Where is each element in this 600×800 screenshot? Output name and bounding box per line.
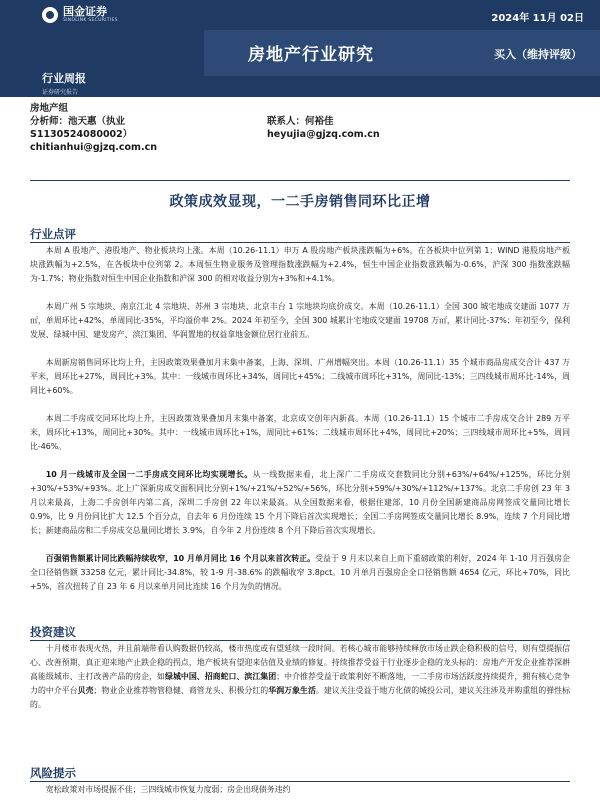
report-type: 行业周报 (42, 72, 86, 85)
header-divider (30, 180, 570, 181)
report-date: 2024年 11月 02日 (491, 13, 584, 24)
section-divider (30, 781, 570, 782)
report-header (0, 0, 600, 97)
advice-text-4: 。建议关注受益于地方化债的城投公司，建议关注涉及并购重组的弹性标的。 (30, 685, 570, 709)
analyst-email[interactable]: chitianhui@gjzq.com.cn (30, 142, 157, 153)
title-box (204, 30, 600, 76)
paragraph-new-home: 本周新房销售同环比均上升，主因政策效果叠加月末集中备案，上海、深圳、广州增幅突出。本周（10.26-11.1）35 个城市商品房成交合计 437 万平米，周环比+27%，周同比+3%。其中：一线城市周环比+34%，周同比+45%；二线城市周环比+31%，周同比-13%；三四线城市周环比-14%，周同比+60%。 (30, 358, 570, 395)
analyst-license: S1130524080002） (30, 129, 133, 140)
section-divider (30, 640, 570, 641)
advice-stocks-2: 贝壳 (77, 685, 94, 695)
team-name: 房地产组 (30, 103, 69, 114)
paragraph-top100 (30, 552, 570, 594)
paragraph-top100-lead: 百强销售额累计同比跌幅持续收窄，10 月单月同比 16 个月以来首次转正。 (45, 554, 316, 563)
contact-email[interactable]: heyujia@gjzq.com.cn (267, 129, 380, 140)
advice-stocks-1: 绿城中国、招商蛇口、滨江集团 (165, 671, 277, 681)
advice-text-3: ；物业企业推荐物管稳健、商管龙头、积极分红的 (93, 685, 269, 695)
advice-text-1: 十月楼市表现火热，并且前端带看认购数据仍较高，楼市热度或有望延续一段时间。若核心城市能够持续释放市场止跌企稳积极的信号，则有望提振信心、改善预期，真正迎来地产止跌企稳的拐点，地产板块有望迎来估值及业绩的修复。持续推荐受益于行业逐步企稳的龙头标的：房地产开发企业推荐深耕高能级城市、主打改善产品的房企，如 (30, 644, 570, 681)
logo-en-text: SINOLINK SECURITIES (63, 18, 118, 23)
report-title: 房地产行业研究 (248, 45, 374, 65)
advice-stocks-3: 华润万象生活 (268, 685, 316, 695)
paragraph-risk: 宽松政策对市场提振不佳；三四线城市恢复力度弱；房企出现债务违约 (45, 785, 291, 794)
rating-label: 买入（维持评级） (494, 48, 582, 61)
report-subtype: 证券研究报告 (42, 89, 79, 96)
paragraph-market: 本周 A 股地产、港股地产、物业板块均上涨。本周（10.26-11.1）申万 A 股房地产板块涨跌幅为+6%，在各板块中位列第 1；WIND 港股房地产板块涨跌幅为+2.5%，在各板块中位列第 2。本周恒生物业服务及管理指数涨跌幅为+2.4%，恒生中国企业指数涨跌幅为-0.6%，沪深 300 指数涨跌幅为-1.7%；物业指数对恒生中国企业指数和沪深 300 的相对收益分别为+3%和+4.1%。 (30, 246, 570, 283)
section-divider (30, 242, 570, 243)
section-risk-heading: 风险提示 (30, 766, 76, 780)
paragraph-october-lead: 10 月一线城市及全国一二手房成交同环比均实现增长。 (45, 470, 253, 479)
advice-text-2: ；中介推荐受益于政策利好不断落地，一二手房市场活跃度持续提升，拥有核心竞争力的中介平台 (30, 671, 570, 695)
section-review-heading: 行业点评 (30, 227, 76, 241)
paragraph-land: 本周广州 5 宗地块、南京江北 4 宗地块、苏州 3 宗地块、北京丰台 1 宗地块均底价成交。本周（10.26-11.1）全国 300 城宅地成交建面 1077 万㎡，单周环比+42%，单周同比-35%，平均溢价率 2%。2024 年初至今，全国 300 城累计宅地成交建面 19708 万㎡，累计同比-37%；年初至今，保利发展、绿城中国、建发房产、滨江集团、华润置地的权益拿地金额位居行业前五。 (30, 302, 570, 339)
paragraph-top100-body: 受益于 9 月末以来自上而下重磅政策的利好，2024 年 1-10 月百强房企全口径销售额 33258 亿元，累计同比-34.8%，较 1-9 月-38.6% 的跌幅收窄 3.8pct。10 月单月百强房企全口径销售额 4654 亿元，环比+70%，同比+5%，首次扭转了自 23 年 6 月以来单月同比连续 16 个月为负的情况。 (30, 554, 570, 591)
paragraph-resale: 本周二手房成交同环比均上升，主因政策效果叠加月末集中备案，北京成交创年内新高。本周（10.26-11.1）15 个城市二手房成交合计 289 万平米，周环比+13%，周同比+30%。其中：一线城市周环比+1%，周同比+61%；二线城市周环比+4%，周同比+20%；三四线城市周环比+5%，周同比-46%。 (30, 414, 570, 451)
section-advice-heading: 投资建议 (30, 625, 76, 639)
logo-cn-text: 国金证券 (63, 5, 107, 18)
analyst-name: 分析师：池天惠（执业 (30, 116, 126, 127)
logo-icon (42, 7, 58, 23)
paragraph-advice (30, 642, 570, 712)
paragraph-october-body: 从一线数据来看，北上深广二手房成交套数同比分别+63%/+64%/+125%，环比分别+30%/+53%/+93%。北上广深新房成交面积同比分别+1%/+21%/+52%/+56%，环比分别+59%/+30%/+112%/+137%。北京二手房创 23 年 3 月以来最高，上海二手房创年内第二高，深圳二手房创 22 年以来最高。从全国数据来看，根据住建部，10 月份全国新建商品房网签成交量同比增长 0.9%，比 9 月份同比扩大 12.5 个百分点，自去年 6 月份连续 15 个月下降后首次实现增长；全国二手房网签成交量同比增长 8.9%，连续 7 个月同比增长；新建商品房和二手房成交总量同比增长 3.9%，自今年 2 月份连续 8 个月下降后首次实现增长。 (30, 470, 570, 535)
company-logo (42, 6, 118, 24)
contact-name: 联系人：何裕佳 (267, 116, 334, 127)
paragraph-october (30, 468, 570, 538)
main-title: 政策成效显现，一二手房销售同环比正增 (169, 194, 431, 210)
